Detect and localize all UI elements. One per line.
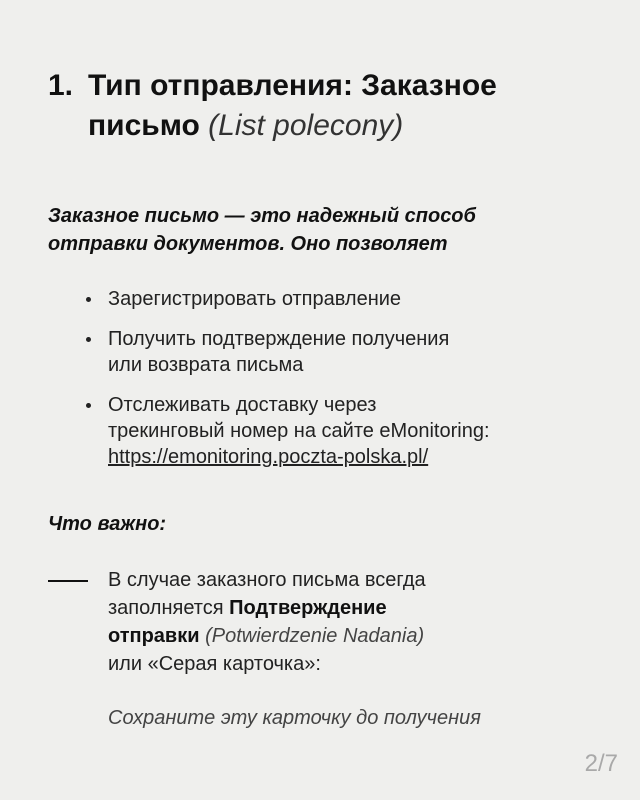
title-line-2: письмо [88,109,200,142]
important-label: Что важно: [48,513,167,535]
note-line-4: или «Серая карточка»: [108,653,321,675]
bullet-icon [86,403,91,408]
bullet-icon [86,297,91,302]
title-subtitle: (List polecony) [208,109,404,142]
list-item [84,326,584,378]
list-item-text: трекинговый номер на сайте eMonitoring: [108,420,490,442]
list-item [84,392,584,470]
note-line-3 [108,622,608,650]
feature-list [84,286,584,484]
bullet-icon [86,337,91,342]
list-item-text: Отслеживать доставку через [108,394,377,416]
lead-paragraph [48,202,588,258]
page-indicator: 2/7 [584,750,618,777]
list-item [84,286,584,312]
list-item-text: или возврата письма [108,354,304,376]
title-line-1: Тип отправления: Заказное [88,69,497,102]
note-text [108,566,608,678]
section-title [88,66,608,146]
list-item-text: Зарегистрировать отправление [108,288,402,310]
note-line-2 [108,594,608,622]
section-heading [48,66,608,146]
note-block [48,566,608,678]
note-bold-term: отправки [108,625,200,647]
emonitoring-link[interactable]: https://emonitoring.poczta-polska.pl/ [108,446,429,468]
note-bold-term: Подтверждение [229,597,387,619]
list-item-text: Получить подтверждение получения [108,328,450,350]
note-line-1: В случае заказного письма всегда [108,569,426,591]
lead-line-2: отправки документов. Оно позволяет [48,233,448,255]
note-text-part: заполняется [108,597,230,619]
dash-icon [48,580,88,582]
note-polish-term: (Potwierdzenie Nadania) [199,625,425,647]
keep-card-note: Сохраните эту карточку до получения [108,707,481,729]
section-number: 1. [48,69,74,102]
lead-line-1: Заказное письмо — это надежный способ [48,205,476,227]
